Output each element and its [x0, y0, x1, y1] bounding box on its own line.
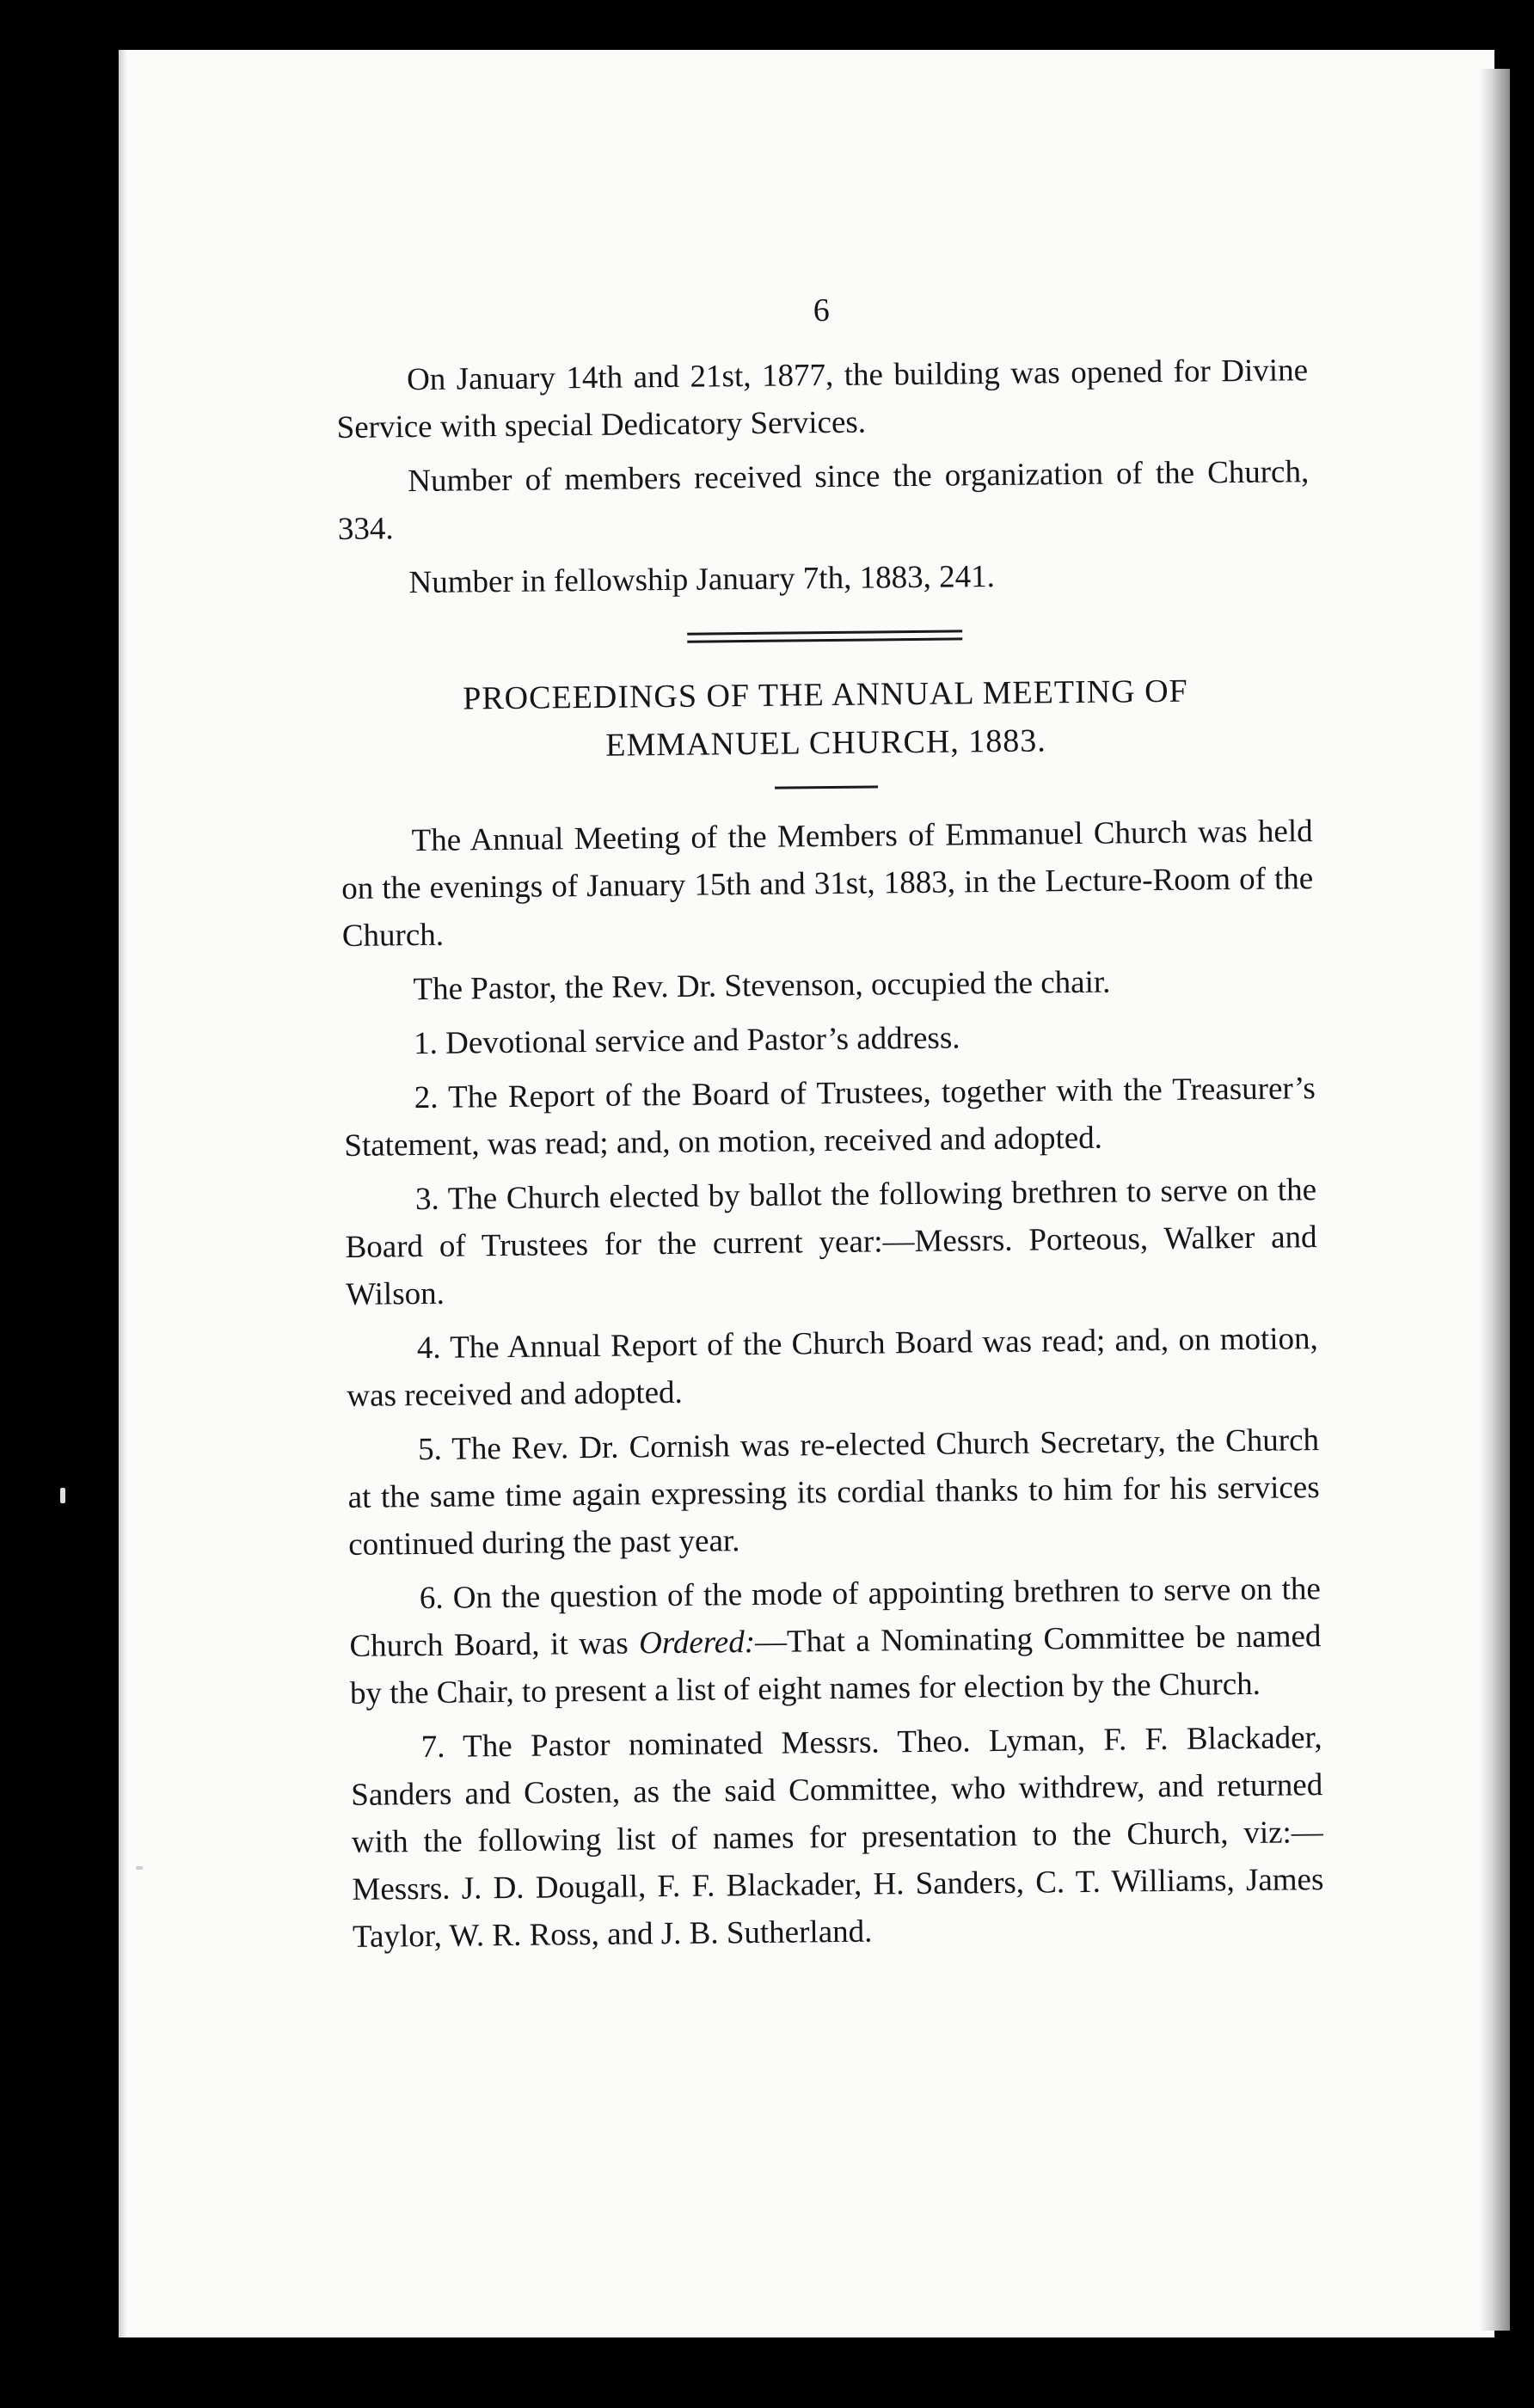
page-gutter-shadow [119, 50, 127, 2337]
intro-paragraph-members-received: Number of members received since the organization of the Church, 334. [337, 454, 1310, 547]
minute-item-5: 5. The Rev. Dr. Cornish was re-elected Church Secretary, the Church at the same time again expressing its cordial thanks to him for his services continued during the past year. [347, 1422, 1320, 1563]
scan-speck [136, 1866, 143, 1870]
minute-item-2: 2. The Report of the Board of Trustees, together with the Treasurer’s Statement, was read; and, on motion, received and adopted. [344, 1071, 1316, 1164]
minute-item-1: 1. Devotional service and Pastor’s address. [413, 1020, 960, 1062]
minute-item-6-text-end: —That a Nominating Committee be named by the Chair, to present a list of eight names for election by the Church. [349, 1619, 1322, 1711]
page-content [335, 282, 1324, 1968]
minute-item-6-text-start: 6. On the question of the mode of appointing brethren to serve on the Church Board, it was [349, 1571, 1322, 1664]
minute-item-6 [349, 1565, 1322, 1717]
page-number: 6 [813, 292, 830, 329]
section-heading-line2: EMMANUEL CHURCH, 1883. [605, 722, 1046, 764]
intro-paragraph-opening: On January 14th and 21st, 1877, the building was opened for Divine Service with special Dedicatory Services. [336, 353, 1309, 445]
short-rule-divider [775, 785, 878, 789]
minute-item-7: 7. The Pastor nominated Messrs. Theo. Lyman, F. F. Blackader, Sanders and Costen, as the said Committee, who withdrew, and returned with the following list of names for presentation to the Church, viz:—Messrs. J. D. Dougall, F. F. Blackader, H. Sanders, C. T. Williams, James Taylor, W. R. Ross, and J. B. Sutherland. [351, 1720, 1324, 1955]
minute-item-6-ordered: Ordered: [638, 1624, 756, 1662]
section-heading [340, 666, 1312, 772]
meeting-opening-paragraph: The Annual Meeting of the Members of Emmanuel Church was held on the evenings of January 15th and 31st, 1883, in the Lecture-Room of the Church. [341, 814, 1314, 954]
meeting-chair-paragraph: The Pastor, the Rev. Dr. Stevenson, occupied the chair. [413, 964, 1111, 1008]
intro-paragraph-fellowship: Number in fellowship January 7th, 1883, 241. [408, 558, 996, 601]
minute-item-3: 3. The Church elected by ballot the following brethren to serve on the Board of Trustees for the current year:—Messrs. Porteous, Walker and Wilson. [345, 1172, 1317, 1312]
double-rule-divider [687, 630, 962, 642]
section-heading-line1: PROCEEDINGS OF THE ANNUAL MEETING OF [462, 673, 1188, 717]
scan-speck [60, 1488, 65, 1503]
minute-item-4: 4. The Annual Report of the Church Board was read; and, on motion, was received and adopted. [347, 1321, 1319, 1414]
page-edge [1479, 69, 1510, 2331]
